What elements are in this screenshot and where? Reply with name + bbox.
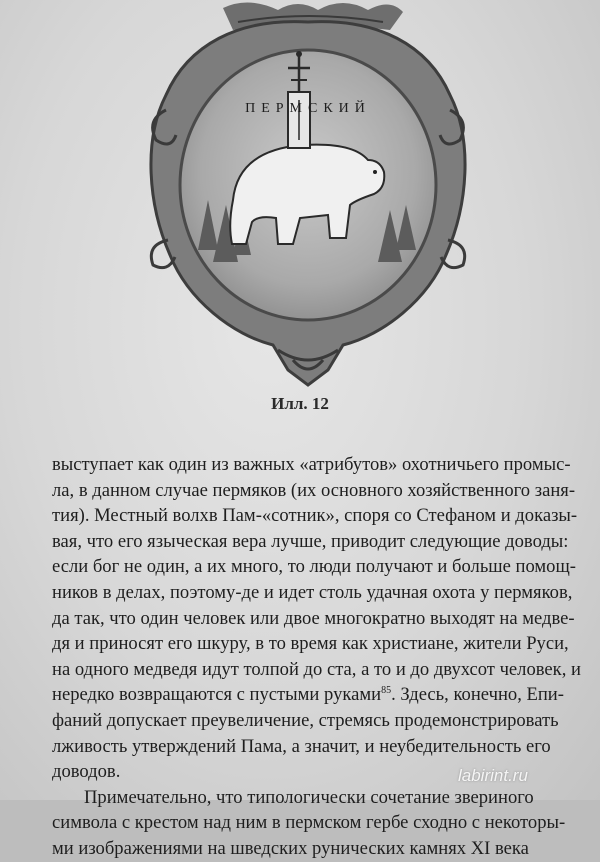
text-line: на одного медведя идут толпой до ста, а то и до двухсот человек, и (52, 658, 581, 680)
text-line: ла, в данном случае пермяков (их основного хозяйственного заня- (52, 479, 576, 501)
text-segment: нередко возвращаются с пустыми руками (52, 684, 382, 706)
text-line: дя и приносят его шкуру, в то время как христиане, жители Руси, (52, 633, 569, 655)
text-line: Примечательно, что типологически сочетание звериного (84, 786, 534, 808)
text-line: если бог не один, а их много, то люди получают и больше помощ- (52, 556, 576, 578)
text-line: ми изображениями на шведских рунических камнях XI века (52, 837, 529, 859)
text-line: ников в делах, поэтому-де и идет столь удачная охота у пермяков, (52, 581, 573, 603)
text-line: тия). Местный волхв Пам-«сотник», споря со Стефаном и доказы- (52, 505, 578, 527)
body-text (52, 452, 590, 862)
perm-coat-of-arms-illustration (128, 0, 488, 385)
text-line: фаний допускает преувеличение, стремясь продемонстрировать (52, 709, 559, 731)
text-line: доводов. (52, 761, 121, 783)
text-line: да так, что один человек или двое многократно выходят на медве- (52, 607, 575, 629)
text-line: лживость утверждений Пама, а значит, и неубедительность его (52, 735, 551, 757)
text-line: выступает как один из важных «атрибутов» охотничьего промыс- (52, 454, 571, 475)
footnote-marker: 85 (381, 685, 392, 697)
illustration-caption: Илл. 12 (271, 394, 329, 413)
text-segment: . Здесь, конечно, Епи- (391, 684, 564, 706)
watermark: labirint.ru (458, 766, 528, 785)
text-line-with-footnote (52, 682, 590, 708)
emblem-inscription: ПЕРМСКИЙ (245, 101, 371, 116)
text-line: вая, что его языческая вера лучше, приводит следующие доводы: (52, 530, 569, 552)
text-line: символа с крестом над ним в пермском гербе сходно с некоторы- (52, 812, 566, 834)
